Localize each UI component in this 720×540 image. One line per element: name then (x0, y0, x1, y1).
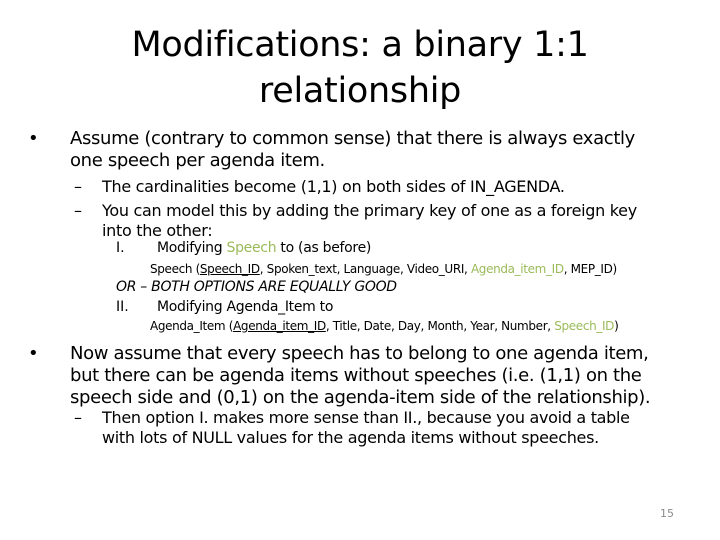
option1-schema (150, 262, 617, 277)
option2-schema (150, 319, 618, 334)
page-number: 15 (660, 507, 674, 520)
dash-marker: – (74, 408, 82, 427)
schema-foreign-key: Agenda_item_ID (470, 262, 564, 276)
option1-label-a: Modifying (157, 240, 227, 256)
bullet-marker: • (28, 343, 39, 364)
bullet2-line1: Now assume that every speech has to belong to one agenda item, (70, 343, 649, 364)
bullet1-line1: Assume (contrary to common sense) that there is always exactly (70, 128, 635, 149)
option1-label-c: to (as before) (276, 240, 372, 256)
option1-label-entity: Speech (226, 240, 277, 256)
schema-primary-key: Agenda_item_ID (233, 319, 326, 333)
dash-marker: – (74, 201, 82, 220)
option2-numeral: II. (116, 299, 129, 315)
title-line-2: relationship (258, 71, 462, 111)
bullet1-sub1: The cardinalities become (1,1) on both sides of IN_AGENDA. (102, 177, 565, 196)
dash-marker: – (74, 177, 82, 196)
bullet2-line3: speech side and (0,1) on the agenda-item side of the relationship). (70, 387, 651, 408)
title-line-1: Modifications: a binary 1:1 (131, 25, 589, 65)
slide-title (90, 22, 630, 114)
bullet2-sub1-line1: Then option I. makes more sense than II., because you avoid a table (102, 408, 630, 427)
schema-tail: , MEP_ID) (563, 262, 617, 276)
bullet1-sub2-line1: You can model this by adding the primary key of one as a foreign key (102, 201, 637, 220)
option2-label-entity: Agenda_Item to (226, 299, 334, 315)
option2-label-a: Modifying (157, 299, 227, 315)
bullet1-line2: one speech per agenda item. (70, 150, 325, 171)
bullet-marker: • (28, 128, 39, 149)
option1-numeral: I. (116, 240, 125, 256)
or-line: OR – BOTH OPTIONS ARE EQUALLY GOOD (116, 279, 397, 295)
schema-tail: ) (614, 319, 619, 333)
option2-label (157, 298, 333, 316)
schema-attributes: , Title, Date, Day, Month, Year, Number, (325, 319, 555, 333)
bullet1-sub2-line2: into the other: (102, 221, 213, 240)
schema-foreign-key: Speech_ID (554, 319, 615, 333)
schema-attributes: , Spoken_text, Language, Video_URI, (259, 262, 471, 276)
bullet2-line2: but there can be agenda items without speeches (i.e. (1,1) on the (70, 365, 642, 386)
schema-primary-key: Speech_ID (199, 262, 260, 276)
schema-table: Agenda_Item ( (150, 319, 234, 333)
bullet2-sub1-line2: with lots of NULL values for the agenda items without speeches. (102, 428, 599, 447)
schema-table: Speech ( (150, 262, 200, 276)
option1-label (157, 239, 371, 257)
